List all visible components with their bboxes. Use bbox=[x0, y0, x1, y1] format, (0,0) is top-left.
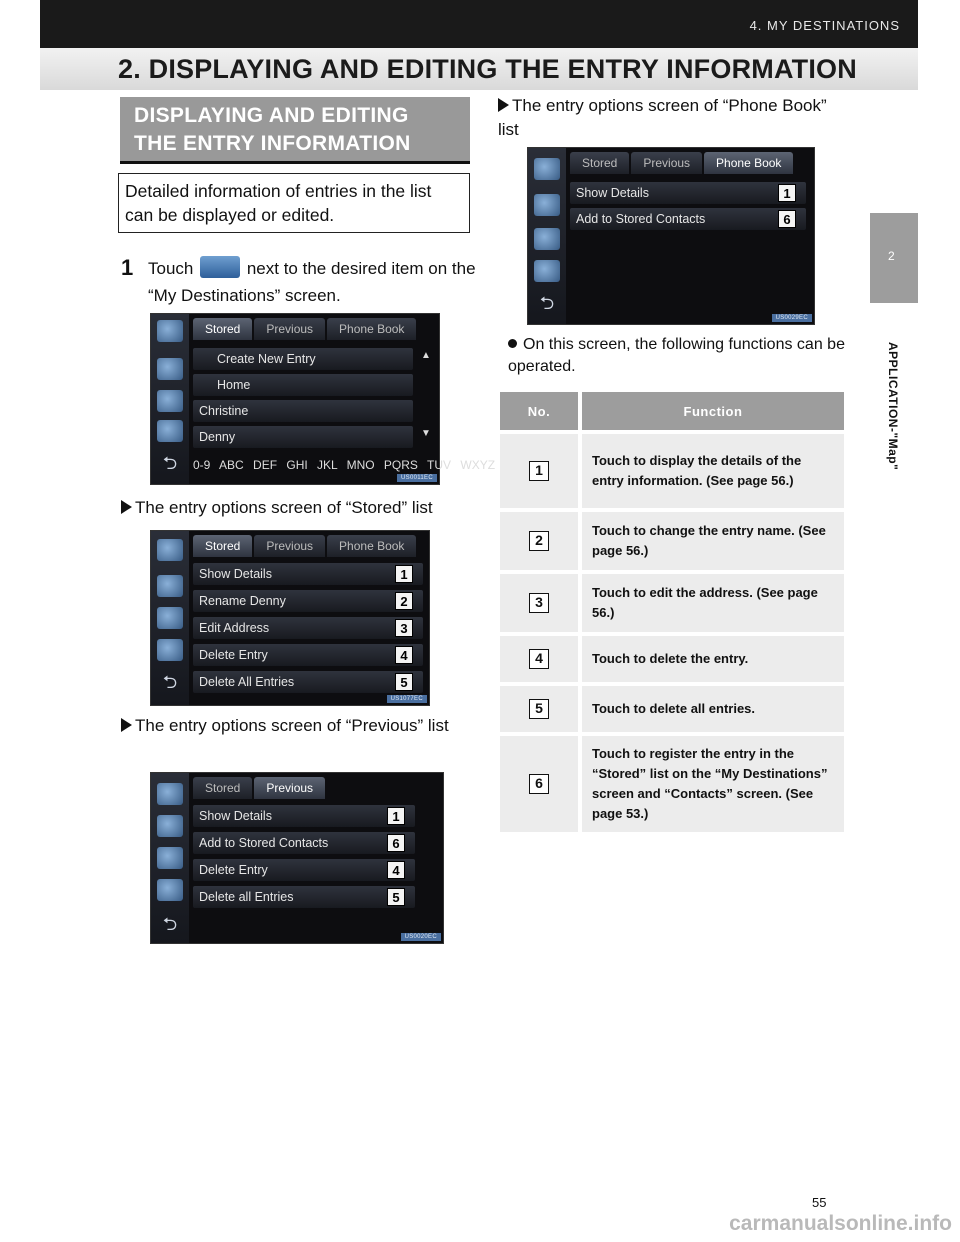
tab-previous: Previous bbox=[254, 318, 325, 340]
row-function: Touch to register the entry in the “Stored” list on the “My Destinations” screen and “Contacts” screen. (See page 53.) bbox=[582, 736, 844, 832]
screen-tabs bbox=[193, 318, 418, 342]
chapter-title: 4. MY DESTINATIONS bbox=[749, 18, 900, 33]
side-tab-number: 2 bbox=[888, 249, 895, 263]
screen-sidebar bbox=[151, 314, 189, 484]
screen-row: Show Details 1 bbox=[193, 563, 423, 585]
scroll-down-icon: ▼ bbox=[421, 428, 431, 439]
alphabet-row: 0-9 ABC DEF GHI JKL MNO PQRS TUV WXYZ bbox=[193, 458, 496, 472]
nav-icon bbox=[157, 607, 183, 629]
operations-intro: On this screen, the following functions can be operated. bbox=[508, 336, 845, 375]
image-code: US0020EC bbox=[401, 933, 441, 941]
nav-icon bbox=[157, 539, 183, 561]
row-number-badge: 1 bbox=[778, 184, 796, 202]
screen-sidebar bbox=[151, 531, 189, 705]
row-number-badge: 1 bbox=[387, 807, 405, 825]
table-header-function: Function bbox=[582, 392, 844, 430]
nav-icon bbox=[157, 420, 183, 442]
tab-previous: Previous bbox=[254, 535, 325, 557]
back-icon: ⮌ bbox=[162, 672, 178, 692]
row-number-badge: 5 bbox=[387, 888, 405, 906]
page-number: 55 bbox=[812, 1195, 827, 1210]
section-heading-line2: THE ENTRY INFORMATION bbox=[134, 132, 411, 155]
tab-stored: Stored bbox=[193, 535, 252, 557]
nav-icon bbox=[157, 639, 183, 661]
screen-tabs bbox=[570, 152, 795, 176]
nav-icon bbox=[534, 158, 560, 180]
screen-row: Delete All Entries 5 bbox=[193, 671, 423, 693]
row-number: 1 bbox=[529, 461, 549, 481]
row-number-badge: 5 bbox=[395, 673, 413, 691]
tab-stored: Stored bbox=[570, 152, 629, 174]
screen-row: Delete all Entries 5 bbox=[193, 886, 415, 908]
table-row bbox=[500, 574, 844, 632]
row-number-badge: 6 bbox=[387, 834, 405, 852]
page-title: 2. DISPLAYING AND EDITING THE ENTRY INFORMATION bbox=[118, 54, 857, 84]
image-code: US1077EC bbox=[387, 695, 427, 703]
row-function: Touch to edit the address. (See page 56.) bbox=[582, 574, 844, 632]
screenshot-my-destinations bbox=[150, 313, 496, 485]
row-number-badge: 1 bbox=[395, 565, 413, 583]
caption-previous: The entry options screen of “Previous” list bbox=[121, 714, 481, 738]
row-number-badge: 6 bbox=[778, 210, 796, 228]
chapter-side-tab bbox=[870, 213, 918, 303]
row-number-badge: 4 bbox=[387, 861, 405, 879]
triangle-bullet-icon bbox=[121, 500, 132, 514]
row-number-badge: 4 bbox=[395, 646, 413, 664]
triangle-bullet-icon bbox=[121, 718, 132, 732]
section-rule bbox=[120, 161, 470, 164]
row-function: Touch to change the entry name. (See page 56.) bbox=[582, 512, 844, 570]
section-heading bbox=[120, 97, 470, 161]
screen-row: Edit Address 3 bbox=[193, 617, 423, 639]
screen-row: Create New Entry bbox=[193, 348, 413, 370]
screenshot-stored-options bbox=[150, 530, 430, 706]
back-icon: ⮌ bbox=[539, 293, 555, 313]
tab-previous: Previous bbox=[631, 152, 702, 174]
chapter-bar bbox=[40, 0, 918, 48]
screen-row: Add to Stored Contacts 6 bbox=[193, 832, 415, 854]
caption-phone-book: The entry options screen of “Phone Book” list bbox=[498, 96, 827, 139]
screen-row: Add to Stored Contacts 6 bbox=[570, 208, 806, 230]
row-number: 4 bbox=[529, 649, 549, 669]
entry-options-icon bbox=[200, 256, 240, 278]
nav-icon bbox=[157, 847, 183, 869]
nav-icon bbox=[534, 260, 560, 282]
row-number-badge: 2 bbox=[395, 592, 413, 610]
back-icon: ⮌ bbox=[162, 914, 178, 934]
tab-previous: Previous bbox=[254, 777, 325, 799]
screen-tabs bbox=[193, 777, 327, 801]
tab-phone-book: Phone Book bbox=[327, 535, 416, 557]
title-bar bbox=[40, 48, 918, 90]
triangle-bullet-icon bbox=[498, 98, 509, 112]
step-text-before: Touch bbox=[148, 259, 194, 278]
table-header-no: No. bbox=[500, 392, 578, 430]
section-note: Detailed information of entries in the list can be displayed or edited. bbox=[118, 173, 470, 233]
nav-icon bbox=[157, 783, 183, 805]
screenshot-previous-options bbox=[150, 772, 444, 944]
screen-row: Delete Entry 4 bbox=[193, 644, 423, 666]
screen-row: Denny bbox=[193, 426, 413, 448]
bullet-dot-icon bbox=[508, 339, 517, 348]
nav-icon bbox=[157, 815, 183, 837]
table-row bbox=[500, 512, 844, 570]
step-text bbox=[148, 255, 478, 309]
screen-row: Rename Denny 2 bbox=[193, 590, 423, 612]
row-number: 5 bbox=[529, 699, 549, 719]
nav-icon bbox=[157, 575, 183, 597]
row-number: 2 bbox=[529, 531, 549, 551]
table-row bbox=[500, 736, 844, 832]
scroll-up-icon: ▲ bbox=[421, 350, 431, 361]
watermark: carmanualsonline.info bbox=[729, 1212, 952, 1235]
nav-icon bbox=[157, 358, 183, 380]
nav-icon bbox=[157, 390, 183, 412]
function-table bbox=[496, 388, 848, 836]
row-function: Touch to delete all entries. bbox=[582, 686, 844, 732]
row-number: 3 bbox=[529, 593, 549, 613]
row-number-badge: 3 bbox=[395, 619, 413, 637]
tab-phone-book: Phone Book bbox=[704, 152, 793, 174]
tab-stored: Stored bbox=[193, 777, 252, 799]
nav-icon bbox=[157, 879, 183, 901]
table-row bbox=[500, 636, 844, 682]
screen-row: Show Details 1 bbox=[193, 805, 415, 827]
screen-sidebar bbox=[151, 773, 189, 943]
nav-icon bbox=[534, 194, 560, 216]
tab-stored: Stored bbox=[193, 318, 252, 340]
section-heading-line1: DISPLAYING AND EDITING bbox=[134, 104, 409, 127]
row-function: Touch to delete the entry. bbox=[582, 636, 844, 682]
back-icon: ⮌ bbox=[162, 453, 178, 473]
screen-row: Home bbox=[193, 374, 413, 396]
table-row bbox=[500, 434, 844, 508]
row-function: Touch to display the details of the entry information. (See page 56.) bbox=[582, 434, 844, 508]
step-number: 1 bbox=[121, 255, 134, 280]
caption-stored: The entry options screen of “Stored” list bbox=[121, 496, 481, 520]
screen-row: Christine bbox=[193, 400, 413, 422]
step-text-after: next to the desired item on the “My Destinations” screen. bbox=[148, 259, 476, 305]
screen-sidebar bbox=[528, 148, 566, 324]
screen-tabs bbox=[193, 535, 418, 559]
table-row bbox=[500, 686, 844, 732]
image-code: US0029EC bbox=[772, 314, 812, 322]
tab-phone-book: Phone Book bbox=[327, 318, 416, 340]
row-number: 6 bbox=[529, 774, 549, 794]
side-tab-label: APPLICATION-"Map" bbox=[886, 342, 900, 471]
screen-row: Show Details 1 bbox=[570, 182, 806, 204]
image-code: US0011EC bbox=[397, 474, 437, 482]
nav-icon bbox=[157, 320, 183, 342]
screenshot-phone-book-options bbox=[527, 147, 815, 325]
screen-row: Delete Entry 4 bbox=[193, 859, 415, 881]
nav-icon bbox=[534, 228, 560, 250]
